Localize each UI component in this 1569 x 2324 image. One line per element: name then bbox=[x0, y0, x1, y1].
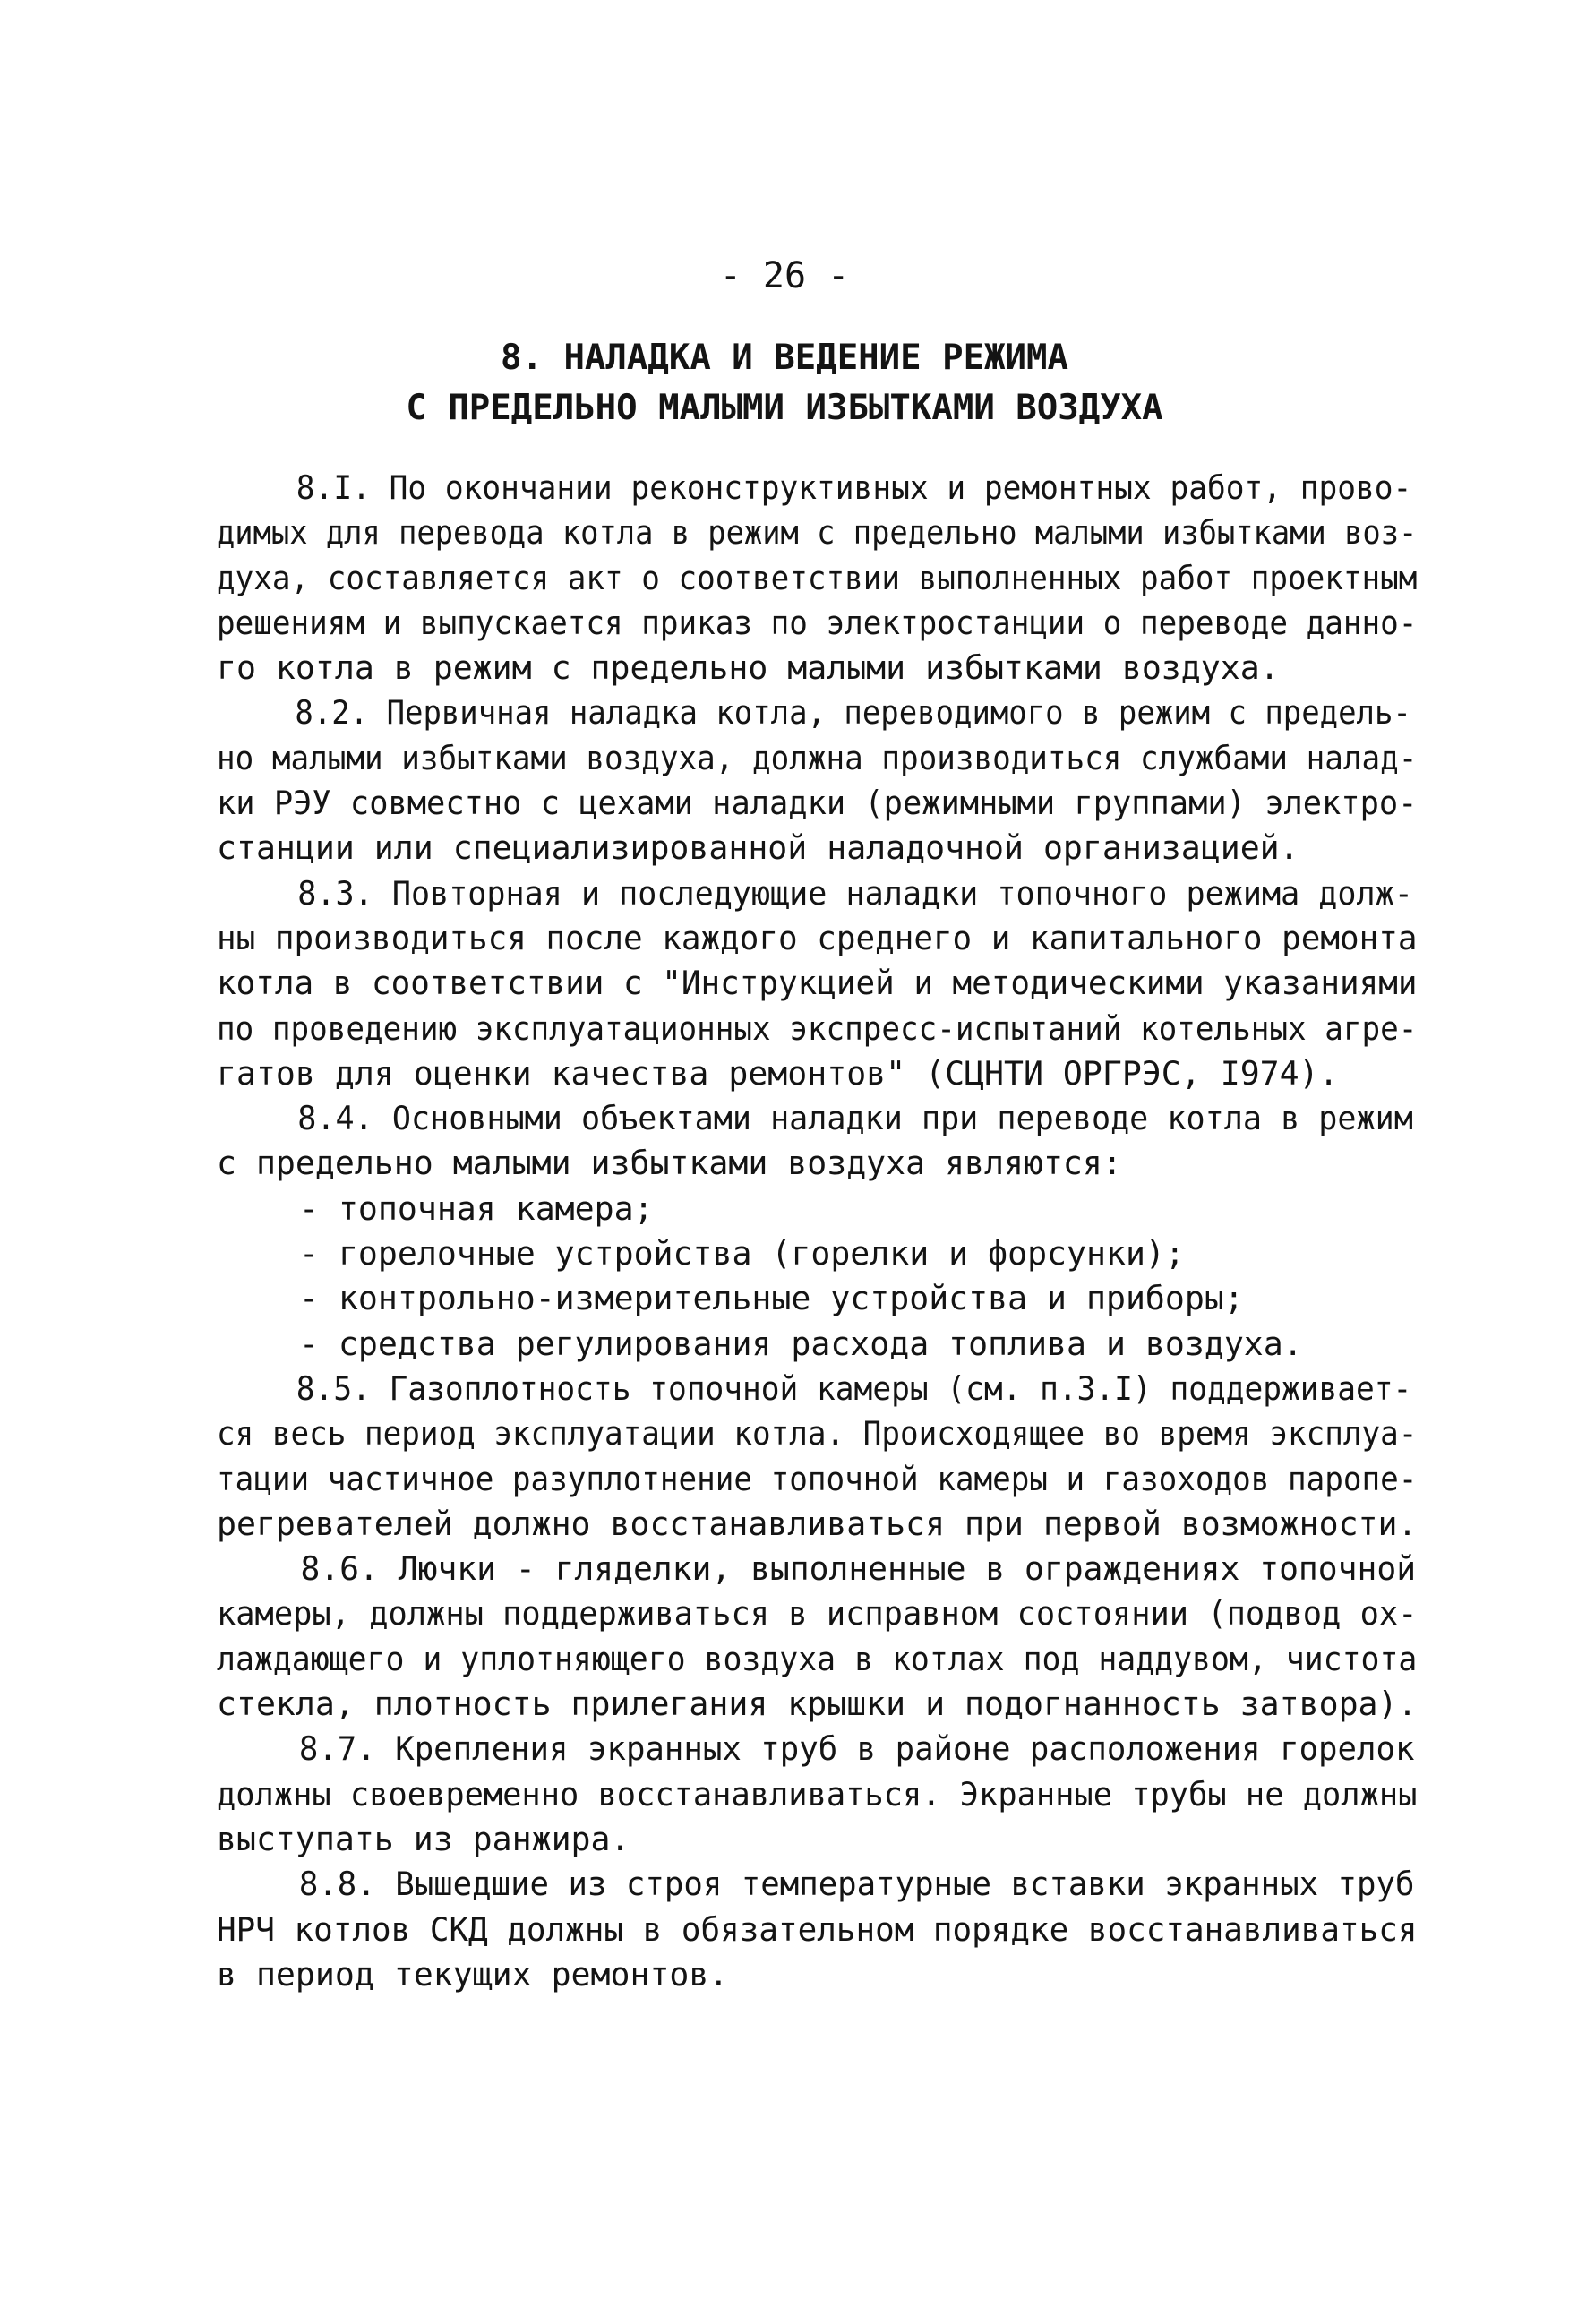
text-line: камеры, должны поддерживаться в исправном состоянии (подвод ох- bbox=[217, 1594, 1418, 1634]
text-line: лаждающего и уплотняющего воздуха в котлах под наддувом, чистота bbox=[217, 1639, 1418, 1678]
text-line: ки РЭУ совместно с цехами наладки (режимными группами) электро- bbox=[217, 784, 1418, 823]
text-line: 8.2. Первичная наладка котла, переводимого в режим с предель- bbox=[295, 693, 1411, 733]
text-line: ся весь период эксплуатации котла. Происходящее во время эксплуа- bbox=[217, 1414, 1418, 1454]
text-line: выступать из ранжира. bbox=[217, 1819, 630, 1858]
list-item: - топочная камера; bbox=[299, 1188, 654, 1228]
text-line: должны своевременно восстанавливаться. Экранные трубы не должны bbox=[217, 1774, 1418, 1814]
text-line: 8.6. Лючки - гляделки, выполненные в ограждениях топочной bbox=[300, 1549, 1417, 1589]
text-line: но малыми избытками воздуха, должна производиться службами налад- bbox=[217, 738, 1418, 777]
list-item: - горелочные устройства (горелки и форсунки); bbox=[299, 1234, 1185, 1273]
page-number: - 26 - bbox=[719, 255, 850, 296]
text-line: регревателей должно восстанавливаться при первой возможности. bbox=[217, 1504, 1418, 1543]
section-heading bbox=[0, 333, 1569, 433]
text-line: решениям и выпускается приказ по электростанции о переводе данно- bbox=[217, 603, 1418, 642]
text-line: 8.3. Повторная и последующие наладки топочного режима долж- bbox=[297, 873, 1413, 913]
text-line: котла в соответствии с "Инструкцией и методическими указаниями bbox=[217, 964, 1418, 1003]
heading-line-1: 8. НАЛАДКА И ВЕДЕНИЕ РЕЖИМА bbox=[501, 338, 1068, 378]
list-item: - контрольно-измерительные устройства и приборы; bbox=[299, 1279, 1244, 1318]
text-line: в период текущих ремонтов. bbox=[217, 1954, 729, 1994]
text-line: по проведению эксплуатационных экспресс-испытаний котельных агре- bbox=[217, 1008, 1418, 1048]
text-line: НРЧ котлов СКД должны в обязательном порядке восстанавливаться bbox=[217, 1909, 1418, 1949]
text-line: 8.8. Вышедшие из строя температурные вставки экранных труб bbox=[298, 1865, 1415, 1904]
text-line: 8.7. Крепления экранных труб в районе расположения горелок bbox=[298, 1729, 1415, 1769]
text-line: с предельно малыми избытками воздуха являются: bbox=[217, 1144, 1122, 1183]
document-body bbox=[217, 466, 1417, 1997]
text-line: димых для перевода котла в режим с предельно малыми избытками воз- bbox=[217, 513, 1418, 553]
heading-line-2: С ПРЕДЕЛЬНО МАЛЫМИ ИЗБЫТКАМИ ВОЗДУХА bbox=[406, 388, 1163, 428]
text-line: го котла в режим с предельно малыми избытками воздуха. bbox=[217, 648, 1280, 688]
text-line: тации частичное разуплотнение топочной камеры и газоходов паропе- bbox=[217, 1459, 1418, 1498]
text-line: гатов для оценки качества ремонтов" (СЦНТИ ОРГРЭС, I974). bbox=[217, 1053, 1339, 1093]
text-line: ны производиться после каждого среднего и капитального ремонта bbox=[217, 918, 1418, 957]
text-line: стекла, плотность прилегания крышки и подогнанность затвора). bbox=[217, 1685, 1418, 1724]
text-line: станции или специализированной наладочной организацией. bbox=[217, 828, 1299, 868]
text-line: 8.4. Основными объектами наладки при переводе котла в режим bbox=[297, 1099, 1413, 1138]
text-line: духа, составляется акт о соответствии выполненных работ проектным bbox=[217, 558, 1418, 597]
text-line: 8.I. По окончании реконструктивных и ремонтных работ, прово- bbox=[296, 468, 1412, 507]
text-line: 8.5. Газоплотность топочной камеры (см. п.3.I) поддерживает- bbox=[296, 1368, 1412, 1408]
list-item: - средства регулирования расхода топлива и воздуха. bbox=[299, 1324, 1303, 1363]
